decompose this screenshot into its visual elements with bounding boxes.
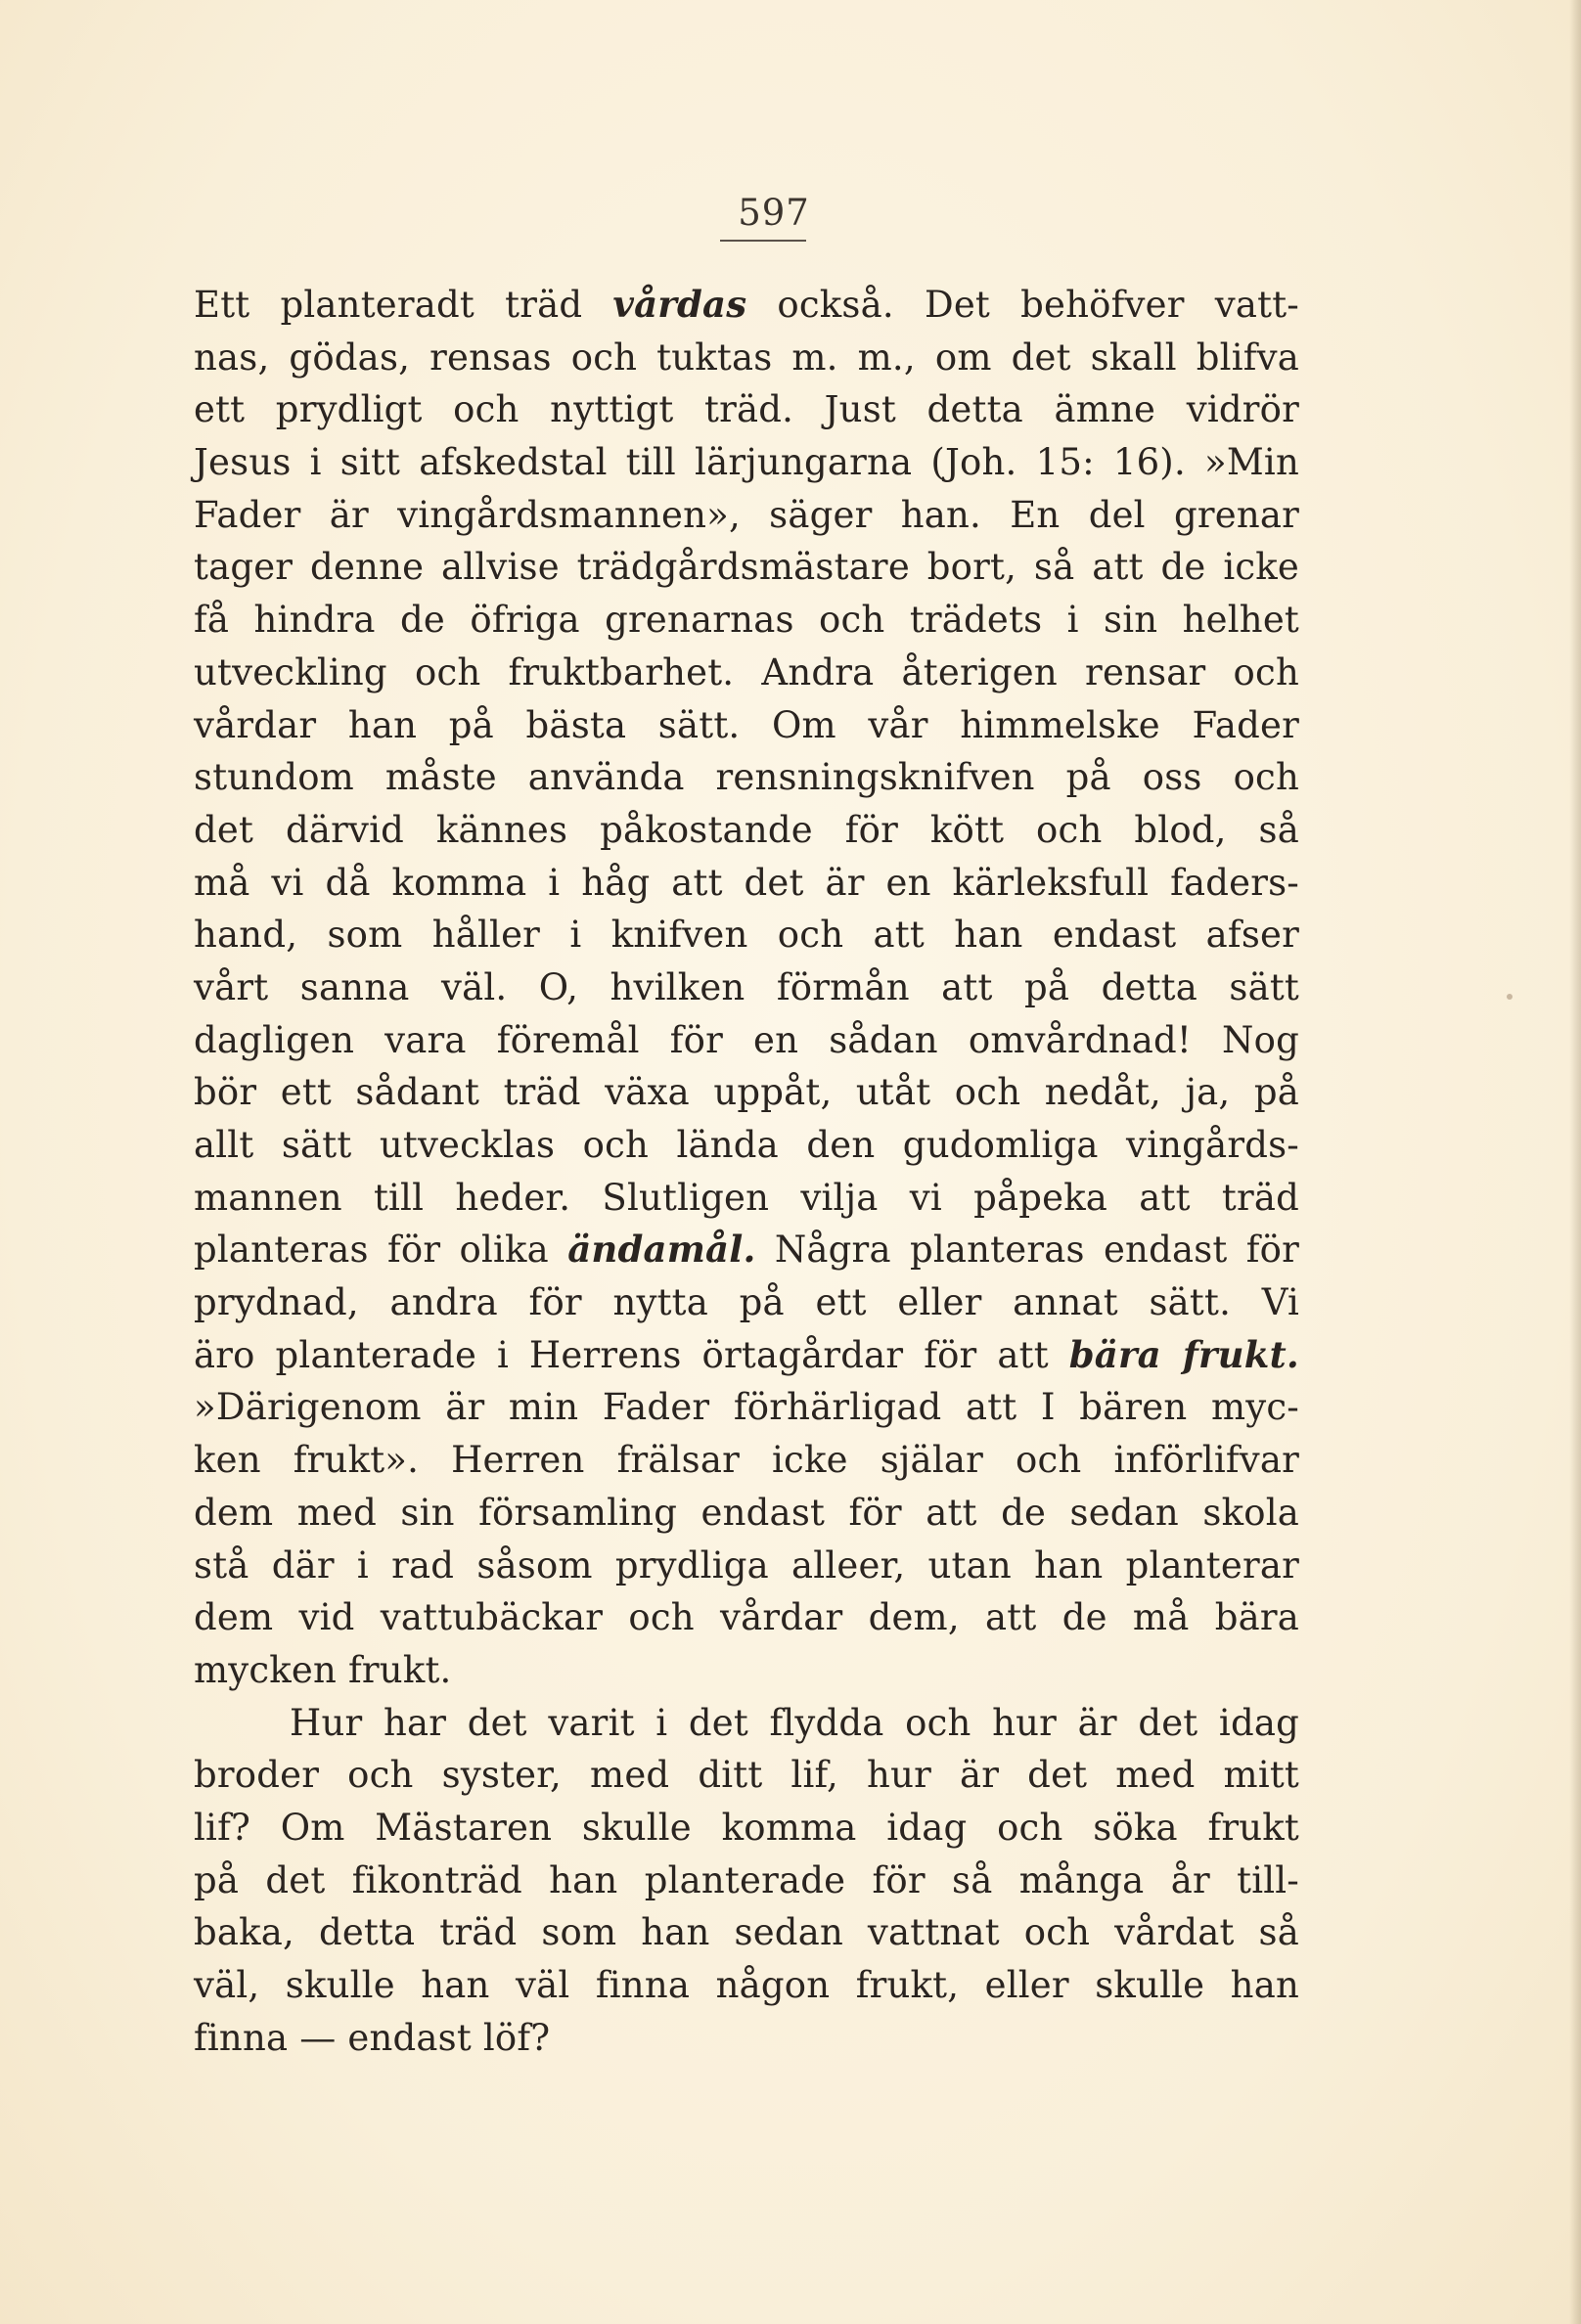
text-run: mannen till heder. Slutligen vilja vi påpeka att träd (194, 1176, 1299, 1219)
text-run: ett prydligt och nyttigt träd. Just detta ämne vidrör (194, 388, 1299, 431)
text-run: utveckling och fruktbarhet. Andra återigen rensar och (194, 650, 1299, 693)
text-run: broder och syster, med ditt lif, hur är det med mitt (194, 1754, 1299, 1797)
text-run: Fader är vingårdsmannen», säger han. En del grenar (194, 493, 1299, 536)
text-line (194, 1959, 1299, 2012)
text-run: dagligen vara föremål för en sådan omvårdnad! Nog (194, 1018, 1299, 1061)
text-run: lif? Om Mästaren skulle komma idag och söka frukt (194, 1806, 1299, 1849)
text-line (194, 1802, 1299, 1855)
text-line (194, 1224, 1299, 1276)
text-line (194, 489, 1299, 542)
text-line (194, 1855, 1299, 1907)
text-run: hand, som håller i knifven och att han endast afser (194, 914, 1299, 957)
text-run: mycken frukt. (194, 1648, 452, 1691)
text-line (194, 1119, 1299, 1172)
text-line (194, 1697, 1299, 1750)
text-run: finna — endast löf? (194, 2016, 551, 2059)
text-line (194, 1014, 1299, 1067)
text-line (194, 1434, 1299, 1487)
text-line (194, 647, 1299, 699)
text-run: Ett planteradt träd (194, 284, 613, 326)
text-run: på det fikonträd han planterade för så många år till- (194, 1858, 1299, 1901)
text-run: stundom måste använda rensningsknifven på oss och (194, 756, 1299, 799)
text-run: nas, gödas, rensas och tuktas m. m., om det skall blifva (194, 335, 1299, 379)
emphasized-text: bära frukt. (1068, 1332, 1299, 1376)
text-line (194, 1540, 1299, 1592)
text-run: tager denne allvise trädgårdsmästare bort, så att de icke (194, 546, 1299, 589)
text-line (194, 2012, 1299, 2065)
text-line (194, 1644, 1299, 1697)
text-run: prydnad, andra för nytta på ett eller annat sätt. Vi (194, 1281, 1299, 1324)
text-line (194, 541, 1299, 594)
text-run: också. Det behöfver vatt- (746, 284, 1299, 326)
text-run: dem med sin församling endast för att de sedan skola (194, 1491, 1299, 1534)
body-text (194, 279, 1299, 2064)
emphasized-text: vårdas (612, 283, 747, 326)
text-run: det därvid kännes påkostande för kött och blod, så (194, 808, 1299, 851)
text-run: Hur har det varit i det flydda och hur är det idag (290, 1701, 1299, 1744)
text-run: äro planterade i Herrens örtagårdar för att (194, 1333, 1069, 1376)
text-run: Några planteras endast för (755, 1229, 1299, 1272)
text-line (194, 1591, 1299, 1644)
text-line (194, 594, 1299, 647)
text-line (194, 332, 1299, 384)
text-run: allt sätt utvecklas och lända den gudomliga vingårds- (194, 1124, 1299, 1166)
text-run: Jesus i sitt afskedstal till lärjungarna (Joh. 15: 16). »Min (194, 441, 1299, 484)
text-line (194, 751, 1299, 804)
text-line (194, 279, 1299, 332)
page-number-rule (720, 240, 806, 242)
margin-speck (1507, 994, 1513, 1000)
text-line (194, 1329, 1299, 1382)
text-line (194, 1906, 1299, 1959)
text-run: dem vid vattubäckar och vårdar dem, att de må bära (194, 1596, 1299, 1639)
text-line (194, 436, 1299, 489)
text-line (194, 1066, 1299, 1119)
text-line (194, 383, 1299, 436)
text-run: planteras för olika (194, 1229, 568, 1272)
text-run: baka, detta träd som han sedan vattnat och vårdat så (194, 1911, 1299, 1954)
text-run: må vi då komma i håg att det är en kärleksfull faders- (194, 861, 1299, 904)
text-run: väl, skulle han väl finna någon frukt, eller skulle han (194, 1964, 1299, 2006)
text-line (194, 909, 1299, 961)
text-line (194, 804, 1299, 857)
text-run: vårt sanna väl. O, hvilken förmån att på detta sätt (194, 965, 1299, 1008)
page-edge-shadow (1569, 0, 1581, 2324)
page-number: 597 (738, 192, 810, 234)
text-line (194, 857, 1299, 910)
text-run: ken frukt». Herren frälsar icke själar och införlifvar (194, 1439, 1299, 1482)
text-line (194, 699, 1299, 752)
text-line (194, 1749, 1299, 1802)
text-line (194, 1381, 1299, 1434)
text-line (194, 961, 1299, 1014)
text-line (194, 1487, 1299, 1540)
text-run: bör ett sådant träd växa uppåt, utåt och nedåt, ja, på (194, 1071, 1299, 1114)
text-run: vårdar han på bästa sätt. Om vår himmelske Fader (194, 703, 1299, 746)
text-run: få hindra de öfriga grenarnas och trädets i sin helhet (194, 599, 1299, 642)
text-line (194, 1276, 1299, 1329)
text-run: »Därigenom är min Fader förhärligad att I bären myc- (194, 1386, 1299, 1429)
text-run: stå där i rad såsom prydliga alleer, utan han planterar (194, 1543, 1299, 1587)
emphasized-text: ändamål. (567, 1228, 756, 1272)
text-line (194, 1172, 1299, 1225)
